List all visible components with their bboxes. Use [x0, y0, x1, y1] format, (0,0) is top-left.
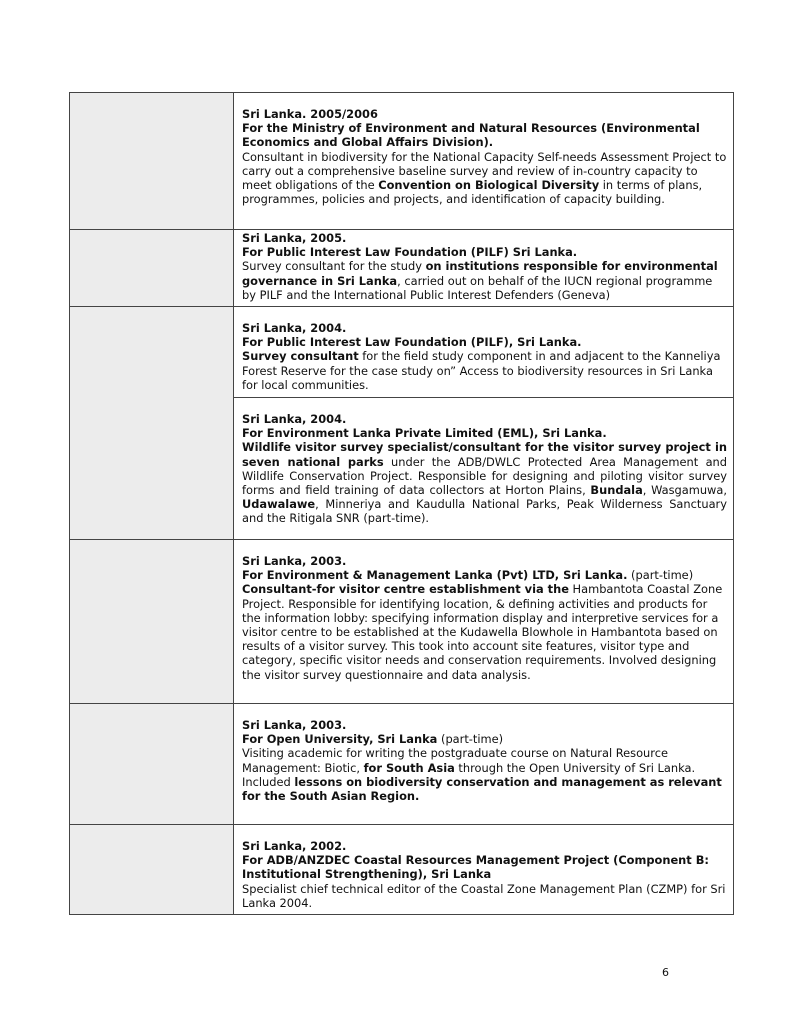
entry-heading: Sri Lanka, 2003. [242, 554, 347, 569]
entry-heading: Sri Lanka, 2004. [242, 321, 347, 336]
table-row [70, 93, 734, 230]
entry-heading: Sri Lanka, 2002. [242, 839, 347, 854]
right-cell [234, 398, 734, 540]
left-cell [70, 93, 234, 230]
entry-3 [234, 398, 733, 530]
table-row [70, 825, 734, 915]
entry-1 [234, 230, 733, 306]
entry-description: Consultant in biodiversity for the National Capacity Self-needs Assessment Project to carry out a comprehensive baseline survey and review of in-country capacity to meet obligations of the Convention on Biological Diversity in terms of plans, programmes, policies and projects, and identification of capacity building. [242, 149, 727, 207]
entry-4: Sri Lanka, 2003. For Environment & Management Lanka (Pvt) LTD, Sri Lanka. (part-time) Consultant-for visitor centre establishment via the Hambantota Coastal Zone Project. Responsible for identifying location, & defining activities and products for the information lobby: specifying information display and interpretive services for a visitor centre to be established at the Kudawella Blowhole in Hambantota based on results of a visitor survey. This took into account site features, visitor type and category, specific visitor needs and conservation requirements. Involved designing the visitor survey questionnaire and data analysis. [234, 540, 733, 686]
left-cell [70, 825, 234, 915]
entry-description: Wildlife visitor survey specialist/consultant for the visitor survey project in seven national parks under the ADB/DWLC Protected Area Management and Wildlife Conservation Project. Responsible for designing and piloting visitor survey forms and field training of data collectors at Horton Plains, Bundala, Wasgamuwa, Udawalawe, Minneriya and Kaudulla National Parks, Peak Wilderness Sanctuary and the Ritigala SNR (part-time). [242, 440, 727, 526]
left-cell [70, 307, 234, 540]
entry-heading: Sri Lanka, 2005. [242, 231, 347, 245]
entry-6 [234, 825, 733, 914]
entry-client: For the Ministry of Environment and Natural Resources (Environmental Economics and Global Affairs Division). [242, 121, 700, 150]
right-cell [234, 540, 734, 704]
entry-description: Survey consultant for the field study component in and adjacent to the Kanneliya Forest Reserve for the case study on” Access to biodiversity resources in Sri Lanka for local communities. [242, 349, 721, 392]
right-cell [234, 93, 734, 230]
entry-description: Consultant-for visitor centre establishment via the Hambantota Coastal Zone Project. Responsible for identifying location, & defining activities and products for the information lobby: specifying information display and interpretive services for a visitor centre to be established at the Kudawella Blowhole in Hambantota based on results of a visitor survey. This took into account site features, visitor type and category, specific visitor needs and conservation requirements. Involved designing the visitor survey questionnaire and data analysis. [242, 582, 723, 682]
entry-client: For Public Interest Law Foundation (PILF) Sri Lanka. [242, 245, 578, 260]
table-row [70, 230, 734, 307]
left-cell [70, 230, 234, 307]
right-cell [234, 307, 734, 398]
experience-table [69, 92, 734, 915]
entry-client: For ADB/ANZDEC Coastal Resources Management Project (Component B: Institutional Strengthening), Sri Lanka [242, 853, 709, 882]
entry-client: For Public Interest Law Foundation (PILF), Sri Lanka. [242, 335, 582, 350]
entry-description: Survey consultant for the study on institutions responsible for environmental governance in Sri Lanka, carried out on behalf of the IUCN regional programme by PILF and the International Public Interest Defenders (Geneva) [242, 259, 718, 302]
entry-client: For Environment & Management Lanka (Pvt) LTD, Sri Lanka. [242, 568, 628, 583]
entry-description: Specialist chief technical editor of the Coastal Zone Management Plan (CZMP) for Sri Lanka 2004. [242, 881, 726, 910]
entry-heading: Sri Lanka, 2003. [242, 718, 347, 733]
entry-client: For Open University, Sri Lanka [242, 732, 438, 747]
right-cell [234, 230, 734, 307]
entry-heading: Sri Lanka, 2004. [242, 412, 347, 427]
entry-client: For Environment Lanka Private Limited (EML), Sri Lanka. [242, 426, 607, 441]
table-row [70, 307, 734, 398]
page-number: 6 [662, 966, 669, 979]
entry-description: Visiting academic for writing the postgraduate course on Natural Resource Management: Biotic, for South Asia through the Open University of Sri Lanka. Included lessons on biodiversity conservation and management as relevant for the South Asian Region. [242, 746, 722, 804]
entry-2 [234, 307, 733, 396]
left-cell [70, 540, 234, 704]
right-cell [234, 704, 734, 825]
entry-5: Sri Lanka, 2003. For Open University, Sri Lanka (part-time) Visiting academic for writing the postgraduate course on Natural Resource Management: Biotic, for South Asia through the Open University of Sri Lanka. Included lessons on biodiversity conservation and management as relevant for the South Asian Region. [234, 704, 733, 807]
entry-heading: Sri Lanka. 2005/2006 [242, 107, 378, 121]
table-row [70, 704, 734, 825]
right-cell [234, 825, 734, 915]
left-cell [70, 704, 234, 825]
table-row [70, 540, 734, 704]
entry-0 [234, 93, 733, 210]
